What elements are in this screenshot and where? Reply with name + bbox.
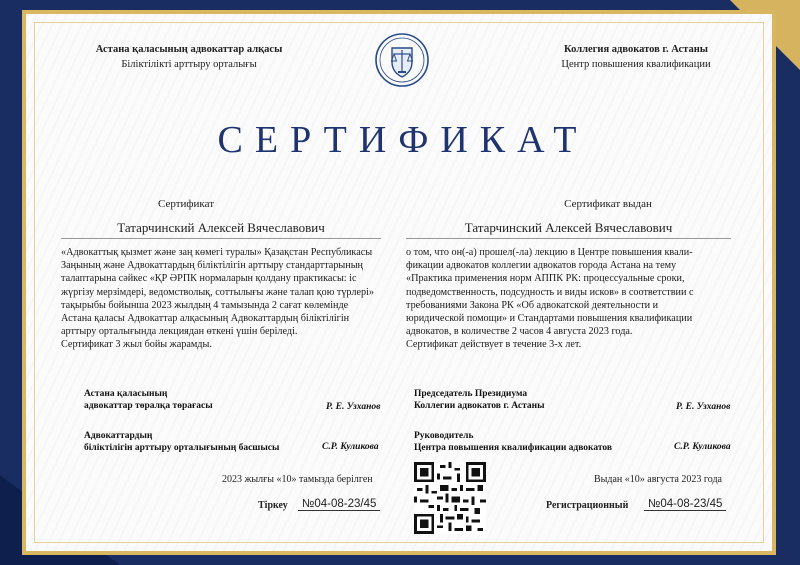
left-issue-date: 2023 жылғы «10» тамызда берілген <box>222 474 373 485</box>
left-subtitle: Сертификат <box>158 198 214 210</box>
left-body-line: Сертификат 3 жыл бойы жарамды. <box>61 339 212 351</box>
right-body-line: о том, что он(-а) прошел(-ла) лекцию в Центре повышения квали- <box>406 247 693 258</box>
left-sig1-line2: адвокаттар төралқа төрағасы <box>84 401 213 411</box>
right-issue-date: Выдан «10» августа 2023 года <box>594 474 722 485</box>
certificate-paper <box>22 10 776 555</box>
left-sig2-line1: Адвокаттардың <box>84 431 153 441</box>
certificate-title: СЕРТИФИКАТ <box>217 119 589 161</box>
left-body-line: Заңының және Адвокаттардың біліктілігін арттыру стандарттарының <box>61 260 364 272</box>
left-body-line: Астана қаласы Адвокаттар алқасының Адвокаттардың біліктілігін <box>61 313 350 325</box>
right-body-line: фикации адвокатов коллегии адвокатов города Астана на тему <box>406 260 677 272</box>
header-right <box>526 42 746 72</box>
right-sig1-line1: Председатель Президиума <box>414 389 528 399</box>
right-body-line: «Практика применения норм АППК РК: процессуальные сроки, <box>406 273 685 285</box>
right-body-line: подведомственность, подсудность и виды исков» в соответствии с <box>406 286 694 298</box>
right-sig1-line2: Коллегии адвокатов г. Астаны <box>414 401 545 411</box>
left-signatory-1-name: Р. Е. Узханов <box>326 402 381 412</box>
right-body-line: Сертификат действует в течение 3-х лет. <box>406 339 582 351</box>
left-body-line: жүргізу мерзімдері, ведомстволық, соттылығы және талап қою түрлері» <box>61 286 375 298</box>
left-body-line: талаптарына сәйкес «ҚР ӘРПК нормаларын қолдану практикасы: іс <box>61 273 357 285</box>
left-sig1-line1: Астана қаласының <box>84 389 168 399</box>
right-recipient-name: Татарчинский Алексей Вячеславович <box>406 220 731 239</box>
left-body-line: тақырыбы бойынша 2023 жылдың 4 тамызында 2 сағат көлемінде <box>61 299 349 311</box>
left-signatory-2-title <box>84 430 279 454</box>
right-signatory-1-title <box>414 388 545 412</box>
header-left-line2: Біліктілікті арттыру орталығы <box>121 59 257 70</box>
right-sig2-line1: Руководитель <box>414 431 474 441</box>
left-signatory-2-name: С.Р. Куликова <box>322 442 379 452</box>
left-registration-number: №04-08-23/45 <box>298 498 380 511</box>
right-body-text <box>406 246 741 352</box>
left-sig2-line2: біліктілігін арттыру орталығының басшысы <box>84 443 280 453</box>
left-body-line: «Адвокаттық қызмет және заң көмегі туралы» Қазақстан Республикасы <box>61 247 373 258</box>
left-recipient-name: Татарчинский Алексей Вячеславович <box>61 220 381 239</box>
header-left-line1: Астана қаласының адвокаттар алқасы <box>95 44 283 55</box>
left-body-text <box>61 246 391 352</box>
right-signatory-1-name: Р. Е. Узханов <box>676 402 731 412</box>
right-body-line: юридической помощи» и Стандартами повышения квалификации <box>406 313 693 325</box>
right-registration-number: №04-08-23/45 <box>644 498 726 511</box>
right-signatory-2-name: С.Р. Куликова <box>674 442 731 452</box>
right-signatory-2-title <box>414 430 612 454</box>
right-sig2-line2: Центра повышения квалификации адвокатов <box>414 443 613 453</box>
left-registration-label: Тіркеу <box>258 500 288 511</box>
right-body-line: адвокатов, в количестве 2 часов 4 августа 2023 года. <box>406 326 633 338</box>
right-subtitle: Сертификат выдан <box>564 198 652 210</box>
scales-of-justice-shield-icon <box>374 32 430 88</box>
header-left <box>74 42 304 72</box>
header-right-line1: Коллегия адвокатов г. Астаны <box>564 44 708 55</box>
left-body-line: арттыру орталығында лекциядан өткені үшін беріледі. <box>61 326 298 338</box>
qr-code-icon[interactable] <box>414 462 486 534</box>
header-right-line2: Центр повышения квалификации <box>561 59 711 70</box>
right-body-line: требованиями Закона РК «Об адвокатской деятельности и <box>406 299 659 311</box>
right-registration-label: Регистрационный <box>546 500 629 511</box>
left-signatory-1-title <box>84 388 213 412</box>
